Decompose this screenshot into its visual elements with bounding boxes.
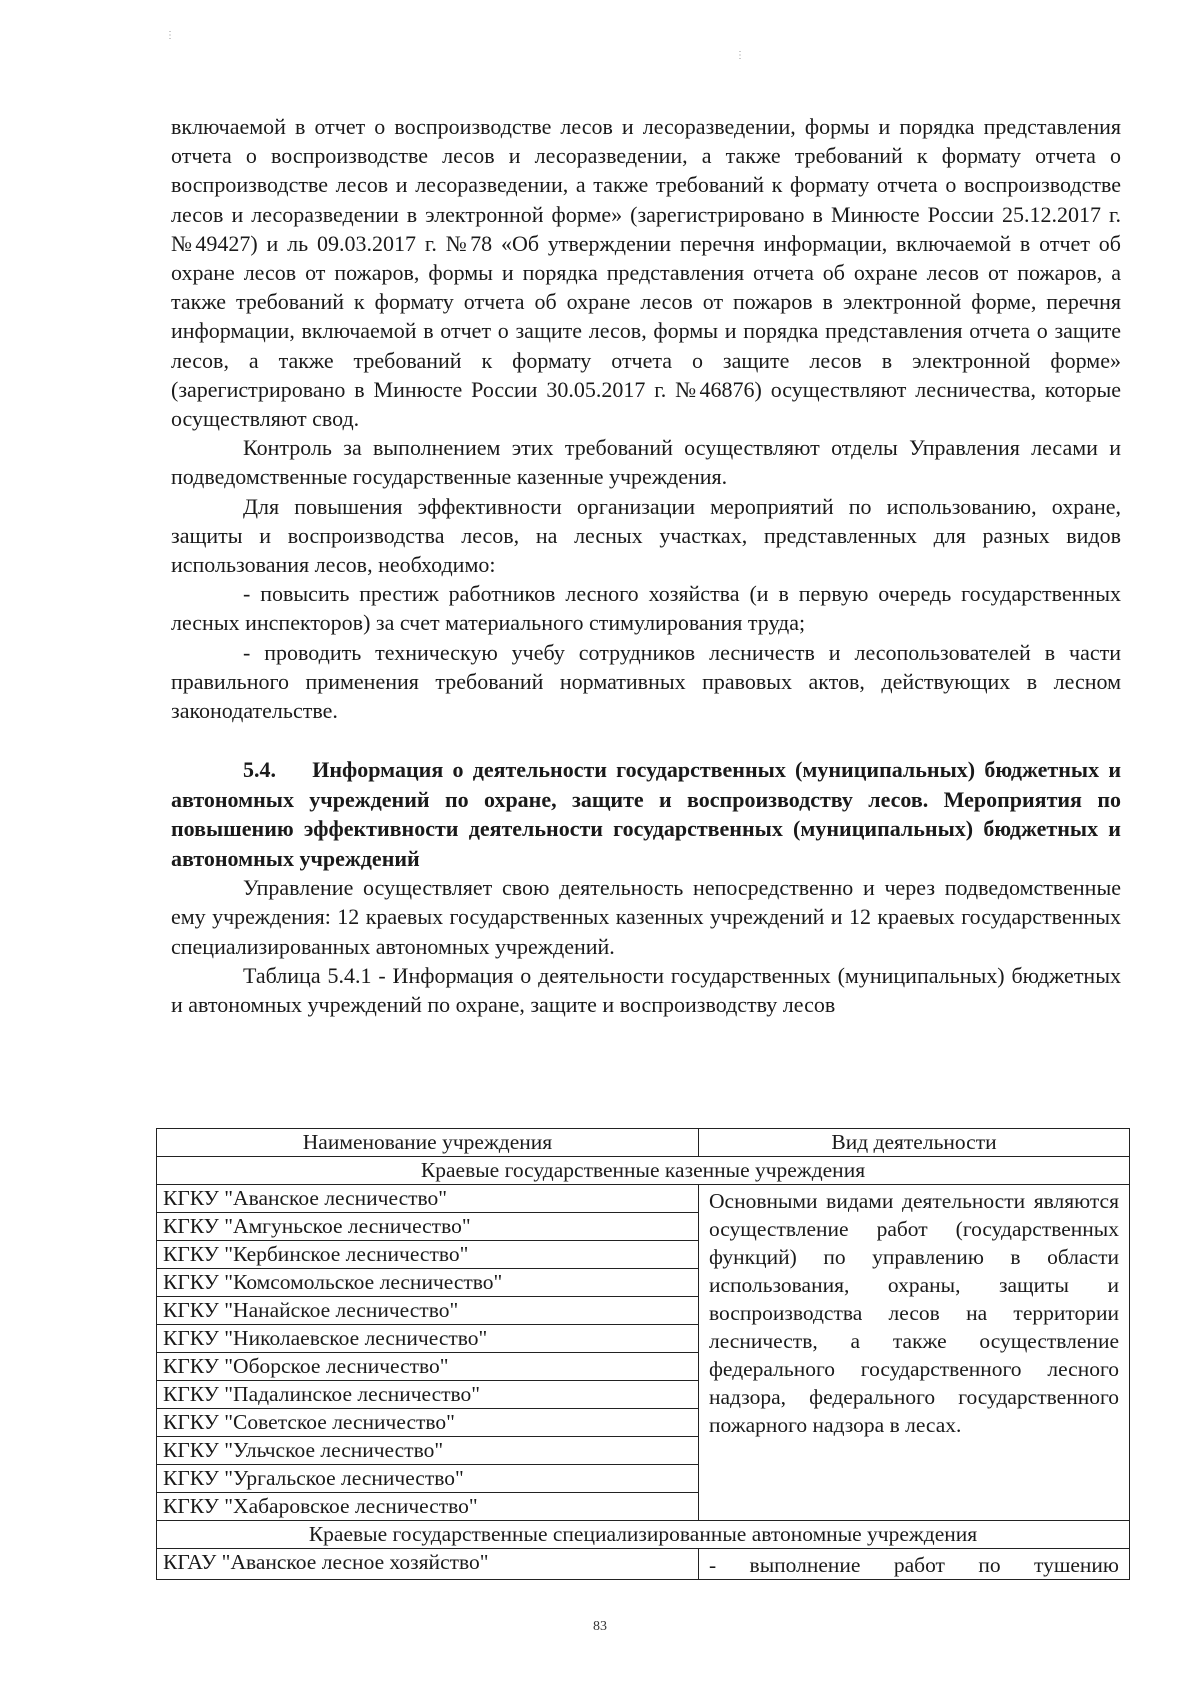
header-institution: Наименование учреждения bbox=[157, 1129, 699, 1157]
table-caption: Таблица 5.4.1 - Информация о деятельности государственных (муниципальных) бюджетных и автономных учреждений по охране, защите и воспроизводству лесов bbox=[171, 962, 1121, 1018]
institution-name: КГКУ "Хабаровское лесничество" bbox=[157, 1493, 699, 1521]
institution-name: КГКУ "Аванское лесничество" bbox=[157, 1185, 699, 1213]
institutions-table bbox=[156, 1128, 1130, 1580]
paragraph-5: - проводить техническую учебу сотрудников лесничеств и лесопользователей в части правильного применения требований нормативных правовых актов, действующих в лесном законодательстве. bbox=[171, 639, 1121, 724]
institution-name: КГКУ "Советское лесничество" bbox=[157, 1409, 699, 1437]
activity-description-kgku: Основными видами деятельности являются осуществление работ (государственных функций) по управлению в области использования, охраны, защиты и воспроизводства лесов на территории лесничеств, а также осуществление федерального государственного лесного надзора, федерального государственного пожарного надзора в лесах. bbox=[699, 1185, 1130, 1521]
table-header-row bbox=[157, 1129, 1130, 1157]
group-title-kgau: Краевые государственные специализированные автономные учреждения bbox=[157, 1521, 1130, 1549]
institution-name: КГКУ "Нанайское лесничество" bbox=[157, 1297, 699, 1325]
institution-name: КГКУ "Падалинское лесничество" bbox=[157, 1381, 699, 1409]
page-body bbox=[171, 112, 1121, 1019]
section-heading bbox=[171, 755, 1121, 873]
institution-name: КГКУ "Ульчское лесничество" bbox=[157, 1437, 699, 1465]
institution-name: КГКУ "Амгуньское лесничество" bbox=[157, 1213, 699, 1241]
institution-name: КГКУ "Николаевское лесничество" bbox=[157, 1325, 699, 1353]
header-activity: Вид деятельности bbox=[699, 1129, 1130, 1157]
activity-description-kgau: - выполнение работ по тушению bbox=[699, 1549, 1130, 1580]
group-row-kgau bbox=[157, 1521, 1130, 1549]
table-row bbox=[157, 1549, 1130, 1580]
group-row-kgku bbox=[157, 1157, 1130, 1185]
section-gap bbox=[171, 725, 1121, 755]
section-paragraph: Управление осуществляет свою деятельность непосредственно и через подведомственные ему учреждения: 12 краевых государственных казенных учреждений и 12 краевых государственных специализированных автономных учреждений. bbox=[171, 875, 1121, 959]
group-title-kgku: Краевые государственные казенные учреждения bbox=[157, 1157, 1130, 1185]
paragraph-2: Контроль за выполнением этих требований осуществляют отделы Управления лесами и подведомственные государственные казенные учреждения. bbox=[171, 435, 1121, 490]
scan-artifact-top: ⋮ bbox=[165, 30, 175, 41]
scan-artifact-top-right: ⋮ bbox=[735, 50, 745, 61]
section-number: 5.4. bbox=[243, 757, 276, 783]
paragraph-1: включаемой в отчет о воспроизводстве лесов и лесоразведении, формы и порядка представления отчета о воспроизводстве лесов и лесоразведении, а также требований к формату отчета о воспроизводстве лесов и лесоразведении, а также требований к формату отчета о воспроизводстве лесов и лесоразведении в электронной форме» (зарегистрировано в Минюсте России 25.12.2017 г. №49427) и ль 09.03.2017 г. №78 «Об утверждении перечня информации, включаемой в отчет об охране лесов от пожаров, формы и порядка представления отчета об охране лесов от пожаров, а также требований к формату отчета об охране лесов от пожаров в электронной форме, перечня информации, включаемой в отчет о защите лесов, формы и порядка представления отчета о защите лесов, а также требований к формату отчета о защите лесов в электронной форме» (зарегистрировано в Минюсте России 30.05.2017 г. №46876) осуществляют лесничества, которые осуществляют свод. bbox=[171, 114, 1121, 432]
table-row bbox=[157, 1185, 1130, 1213]
institution-name: КГКУ "Оборское лесничество" bbox=[157, 1353, 699, 1381]
institution-name: КГКУ "Комсомольское лесничество" bbox=[157, 1269, 699, 1297]
section-title: Информация о деятельности государственных (муниципальных) бюджетных и автономных учреждений по охране, защите и воспроизводству лесов. Мероприятия по повышению эффективности деятельности государственных (муниципальных) бюджетных и автономных учреждений bbox=[171, 757, 1121, 871]
institution-name: КГКУ "Кербинское лесничество" bbox=[157, 1241, 699, 1269]
paragraph-3: Для повышения эффективности организации мероприятий по использованию, охране, защиты и воспроизводства лесов, на лесных участках, представленных для разных видов использования лесов, необходимо: bbox=[171, 493, 1121, 578]
institution-name: КГКУ "Ургальское лесничество" bbox=[157, 1465, 699, 1493]
page-number: 83 bbox=[593, 1619, 607, 1634]
paragraph-4: - повысить престиж работников лесного хозяйства (и в первую очередь государственных лесных инспекторов) за счет материального стимулирования труда; bbox=[171, 581, 1121, 636]
institution-name: КГАУ "Аванское лесное хозяйство" bbox=[157, 1549, 699, 1580]
